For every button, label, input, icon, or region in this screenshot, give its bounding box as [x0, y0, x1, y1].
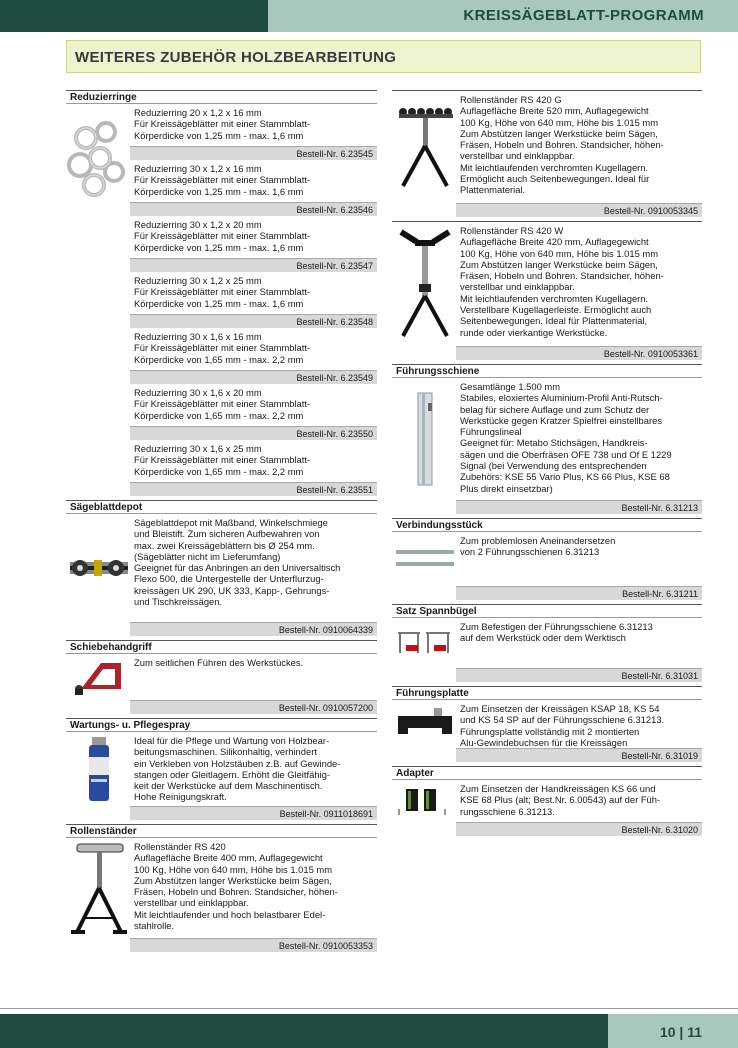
adapter-order: Bestell-Nr. 6.31020 — [456, 822, 702, 836]
desc-line: Für Kreissägeblätter mit einer Stammblatt- — [134, 286, 311, 298]
desc-line: Rollenständer RS 420 G — [460, 94, 562, 105]
desc-line: runde oder vierkantige Werkstücke. — [460, 326, 608, 338]
desc-line: Für Kreissägeblätter mit einer Stammblatt- — [134, 174, 311, 186]
verbindungsstueck-order: Bestell-Nr. 6.31211 — [456, 586, 702, 600]
reduzierring-order: Bestell-Nr. 6.23547 — [130, 258, 377, 272]
section-header — [66, 40, 701, 73]
desc-line: Auflagefläche Breite 400 mm, Auflagegewicht — [134, 852, 323, 864]
reduzierring-desc — [132, 160, 377, 202]
desc-line: Reduzierring 30 x 1,6 x 25 mm — [134, 443, 262, 454]
desc-line: Plattenmaterial. — [460, 184, 526, 196]
thumb-space — [66, 272, 132, 314]
rs420g-item — [392, 90, 702, 203]
fuehrungsplatte-item — [392, 700, 702, 748]
catalog-title: KREISSÄGEBLATT-PROGRAMM — [463, 7, 704, 24]
desc-line: Zum Abstützen langer Werkstücke beim Sägen, — [460, 258, 658, 270]
desc-line: und Tischkreissägen. — [134, 596, 223, 608]
fuehrungsplatte-image — [392, 700, 458, 748]
adapter-title: Adapter — [392, 766, 702, 780]
verbindungsstueck-item — [392, 532, 702, 586]
rs420w-desc — [458, 222, 702, 346]
reduzierringe-title: Reduzierringe — [66, 90, 377, 104]
desc-line: Flexo 500, die Untergestelle der Unterflurzug- — [134, 573, 324, 585]
desc-line: Zum problemlosen Aneinandersetzen — [460, 535, 616, 546]
rollenstaender-item — [66, 838, 377, 938]
fuehrungsplatte-title: Führungsplatte — [392, 686, 702, 700]
reduzierring-order: Bestell-Nr. 6.23545 — [130, 146, 377, 160]
desc-line: KSE 68 Plus (alt; Best.Nr. 6.00543) auf der Füh- — [460, 794, 661, 806]
desc-line: Zum Abstützen langer Werkstücke beim Sägen, — [460, 127, 658, 139]
desc-line: Hohe Reinigungskraft. — [134, 791, 227, 803]
desc-line: stangen oder Gleitlagern. Erhöht die Gleitfähig- — [134, 768, 330, 780]
adapter-item — [392, 780, 702, 822]
page-number: 10 | 11 — [659, 1024, 702, 1040]
fuehrungsplatte-desc — [458, 700, 702, 748]
desc-line: max. zwei Kreissägeblättern bis Ø 254 mm. — [134, 539, 315, 551]
pflegespray-item — [66, 732, 377, 806]
desc-line: und Bleistift. Zum sicheren Aufbewahren von — [134, 528, 320, 540]
desc-line: Signal (bei Verwendung des entsprechenden — [460, 460, 647, 472]
desc-line: verstellbar und einklappbar. — [460, 150, 575, 162]
right-column — [392, 90, 702, 836]
spannbuegel-item — [392, 618, 702, 668]
desc-line: Geeignet für das Anbringen an den Universaltisch — [134, 562, 341, 574]
reduzierring-item — [66, 160, 377, 202]
desc-line: Alu-Gewindebuchsen für die Kreissägen — [460, 736, 628, 748]
desc-line: Reduzierring 30 x 1,6 x 20 mm — [134, 387, 262, 398]
desc-line: Ermöglicht auch Seitenbewegungen. Ideal für — [460, 173, 650, 185]
desc-line: Führungslineal — [460, 426, 522, 438]
verbindungsstueck-image — [392, 532, 458, 586]
desc-line: stahlrolle. — [134, 920, 175, 932]
desc-line: Fräsen, Hobeln und Bohren. Standsicher, höhen- — [460, 270, 664, 282]
rs420g-order: Bestell-Nr. 0910053345 — [456, 203, 702, 217]
thumb-space — [66, 440, 132, 482]
fuehrungsschiene-title: Führungsschiene — [392, 364, 702, 378]
desc-line: Für Kreissägeblätter mit einer Stammblatt- — [134, 230, 311, 242]
rollenstaender-order: Bestell-Nr. 0910053353 — [130, 938, 377, 952]
desc-line: Verstellbare Kugellagerleiste. Ermöglicht auch — [460, 304, 652, 316]
desc-line: Für Kreissägeblätter mit einer Stammblatt- — [134, 342, 311, 354]
desc-line: 100 Kg, Höhe von 640 mm, Höhe bis 1.015 mm — [460, 116, 659, 128]
desc-line: Mit leichtlaufenden verchromten Kugellagern. — [460, 292, 649, 304]
schiebehandgriff-desc — [132, 654, 377, 700]
footer-divider — [0, 1008, 738, 1009]
desc-line: belag für sichere Auflage und zum Schutz der — [460, 403, 650, 415]
adapter-image — [392, 780, 458, 822]
fuehrungsschiene-order: Bestell-Nr. 6.31213 — [456, 500, 702, 514]
reduzierring-order: Bestell-Nr. 6.23551 — [130, 482, 377, 496]
schiebehandgriff-order: Bestell-Nr. 0910057200 — [130, 700, 377, 714]
reduzierring-desc — [132, 104, 377, 146]
thumb-space — [66, 384, 132, 426]
desc-line: Auflagefläche Breite 520 mm, Auflagegewicht — [460, 105, 649, 117]
desc-line: Mit leichtlaufender und hoch belastbarer Edel- — [134, 908, 326, 920]
rs420w-order: Bestell-Nr. 0910053361 — [456, 346, 702, 360]
desc-line: Fräsen, Hobeln und Bohren. Standsicher, höhen- — [460, 139, 664, 151]
spannbuegel-order: Bestell-Nr. 6.31031 — [456, 668, 702, 682]
desc-line: Für Kreissägeblätter mit einer Stammblatt- — [134, 398, 311, 410]
schiebehandgriff-image — [66, 654, 132, 700]
spannbuegel-desc — [458, 618, 702, 668]
reduzierring-order: Bestell-Nr. 6.23549 — [130, 370, 377, 384]
pflegespray-order: Bestell-Nr. 0911018691 — [130, 806, 377, 820]
fuehrungsschiene-desc — [458, 378, 702, 500]
desc-line: Körperdicke von 1,65 mm - max. 2,2 mm — [134, 409, 304, 421]
schiebehandgriff-title: Schiebehandgriff — [66, 640, 377, 654]
desc-line: Zum seitlichen Führen des Werkstückes. — [134, 657, 304, 668]
reduzierringe-list — [66, 104, 377, 496]
desc-line: Stabiles, eloxiertes Aluminium-Profil Anti-Rutsch- — [460, 392, 663, 404]
fuehrungsschiene-item — [392, 378, 702, 500]
desc-line: Sägeblattdepot mit Maßband, Winkelschmiege — [134, 517, 328, 528]
thumb-space — [66, 160, 132, 202]
desc-line: 100 Kg, Höhe von 640 mm, Höhe bis 1.015 mm — [134, 863, 333, 875]
desc-line: Zum Befestigen der Führungsschiene 6.31213 — [460, 621, 653, 632]
desc-line: Fräsen, Hobeln und Bohren. Standsicher, höhen- — [134, 886, 338, 898]
desc-line: Zubehörs: KSE 55 Vario Plus, KS 66 Plus, KSE 68 — [460, 471, 670, 483]
desc-line: Zum Einsetzen der Handkreissägen KS 66 und — [460, 783, 656, 794]
saegeblattdepot-image — [66, 514, 132, 622]
desc-line: Körperdicke von 1,25 mm - max. 1,6 mm — [134, 185, 304, 197]
top-banner — [0, 0, 738, 32]
desc-line: Mit leichtlaufenden verchromten Kugellagern. — [460, 161, 649, 173]
reduzierring-item — [66, 216, 377, 258]
desc-line: Ideal für die Pflege und Wartung von Holzbear- — [134, 735, 330, 746]
schiebehandgriff-item — [66, 654, 377, 700]
desc-line: Körperdicke von 1,25 mm - max. 1,6 mm — [134, 241, 304, 253]
desc-line: und KS 54 SP auf der Führungsschiene 6.31213. — [460, 714, 665, 726]
desc-line: Reduzierring 30 x 1,2 x 20 mm — [134, 219, 262, 230]
desc-line: ein Verkleben von Holzstäuben z.B. auf Gewinde- — [134, 757, 341, 769]
desc-line: Reduzierring 30 x 1,2 x 16 mm — [134, 163, 262, 174]
desc-line: Körperdicke von 1,25 mm - max. 1,6 mm — [134, 129, 304, 141]
desc-line: Plus direkt einsetzbar) — [460, 482, 553, 494]
desc-line: Zum Einsetzen der Kreissägen KSAP 18, KS 54 — [460, 703, 660, 714]
saegeblattdepot-item — [66, 514, 377, 622]
reduzierring-item — [66, 104, 377, 146]
desc-line: verstellbar und einklappbar. — [460, 281, 575, 293]
desc-line: auf dem Werkstück oder dem Werktisch — [460, 632, 626, 644]
reduzierring-desc — [132, 272, 377, 314]
adapter-desc — [458, 780, 702, 822]
desc-line: Geeignet für: Metabo Stichsägen, Handkreis- — [460, 437, 648, 449]
desc-line: Zum Abstützen langer Werkstücke beim Sägen, — [134, 874, 332, 886]
rs420g-desc — [458, 91, 702, 203]
desc-line: keit der Werkstücke auf dem Maschinentisch. — [134, 780, 323, 792]
verbindungsstueck-title: Verbindungsstück — [392, 518, 702, 532]
reduzierring-order: Bestell-Nr. 6.23548 — [130, 314, 377, 328]
desc-line: Für Kreissägeblätter mit einer Stammblatt- — [134, 454, 311, 466]
reduzierring-desc — [132, 328, 377, 370]
left-column — [66, 90, 377, 952]
reduzierring-desc — [132, 440, 377, 482]
desc-line: verstellbar und einklappbar. — [134, 897, 249, 909]
fuehrungsschiene-image — [392, 378, 458, 500]
fuehrungsplatte-order: Bestell-Nr. 6.31019 — [456, 748, 702, 762]
pflegespray-desc — [132, 732, 377, 806]
reduzierring-item — [66, 440, 377, 482]
section-title: WEITERES ZUBEHÖR HOLZBEARBEITUNG — [75, 49, 397, 66]
thumb-space — [66, 216, 132, 258]
verbindungsstueck-desc — [458, 532, 702, 586]
desc-line: Für Kreissägeblätter mit einer Stammblatt- — [134, 118, 311, 130]
rollenstaender-desc — [132, 838, 377, 938]
desc-line: Werkstücke gegen Kratzer Spielfrei einstellbares — [460, 414, 663, 426]
desc-line: Rollenständer RS 420 W — [460, 225, 564, 236]
rs420g-image — [392, 91, 458, 203]
desc-line: Reduzierring 20 x 1,2 x 16 mm — [134, 107, 262, 118]
footer-dark — [0, 1014, 608, 1048]
desc-line: kreissägen UK 290, UK 333, Kapp-, Gehrungs- — [134, 584, 330, 596]
reduzierring-order: Bestell-Nr. 6.23546 — [130, 202, 377, 216]
desc-line: (Sägeblätter nicht im Lieferumfang) — [134, 550, 281, 562]
footer-banner — [0, 1014, 738, 1048]
spannbuegel-title: Satz Spannbügel — [392, 604, 702, 618]
desc-line: Rollenständer RS 420 — [134, 841, 226, 852]
spannbuegel-image — [392, 618, 458, 668]
rs420w-image — [392, 222, 458, 346]
desc-line: Auflagefläche Breite 420 mm, Auflagegewicht — [460, 236, 649, 248]
desc-line: Führungsplatte vollständig mit 2 montierten — [460, 725, 640, 737]
desc-line: Körperdicke von 1,65 mm - max. 2,2 mm — [134, 465, 304, 477]
desc-line: Körperdicke von 1,65 mm - max. 2,2 mm — [134, 353, 304, 365]
desc-line: rungsschiene 6.31213. — [460, 805, 555, 817]
reduzierring-desc — [132, 216, 377, 258]
pflegespray-image — [66, 732, 132, 806]
saegeblattdepot-desc — [132, 514, 377, 622]
rollenstaender-image — [66, 838, 132, 938]
reduzierring-item — [66, 272, 377, 314]
desc-line: Körperdicke von 1,25 mm - max. 1,6 mm — [134, 297, 304, 309]
desc-line: Seitenbewegungen. Ideal für Plattenmaterial, — [460, 315, 648, 327]
saegeblattdepot-order: Bestell-Nr. 0910064339 — [130, 622, 377, 636]
desc-line: von 2 Führungsschienen 6.31213 — [460, 546, 600, 558]
reduzierring-item — [66, 328, 377, 370]
desc-line: 100 Kg, Höhe von 640 mm, Höhe bis 1.015 mm — [460, 247, 659, 259]
rs420w-item — [392, 221, 702, 346]
reduzierring-order: Bestell-Nr. 6.23550 — [130, 426, 377, 440]
desc-line: Reduzierring 30 x 1,6 x 16 mm — [134, 331, 262, 342]
thumb-space — [66, 328, 132, 370]
reduzierring-desc — [132, 384, 377, 426]
desc-line: Reduzierring 30 x 1,2 x 25 mm — [134, 275, 262, 286]
desc-line: beitungsmaschinen. Silikonhaltig, verhindert — [134, 746, 317, 758]
pflegespray-title: Wartungs- u. Pflegespray — [66, 718, 377, 732]
reduzierring-item — [66, 384, 377, 426]
saegeblattdepot-title: Sägeblattdepot — [66, 500, 377, 514]
rollenstaender-title: Rollenständer — [66, 824, 377, 838]
thumb-space — [66, 104, 132, 146]
desc-line: sägen und die Oberfräsen OFE 738 und Of E 1229 — [460, 448, 672, 460]
top-banner-dark — [0, 0, 268, 32]
desc-line: Gesamtlänge 1.500 mm — [460, 381, 561, 392]
